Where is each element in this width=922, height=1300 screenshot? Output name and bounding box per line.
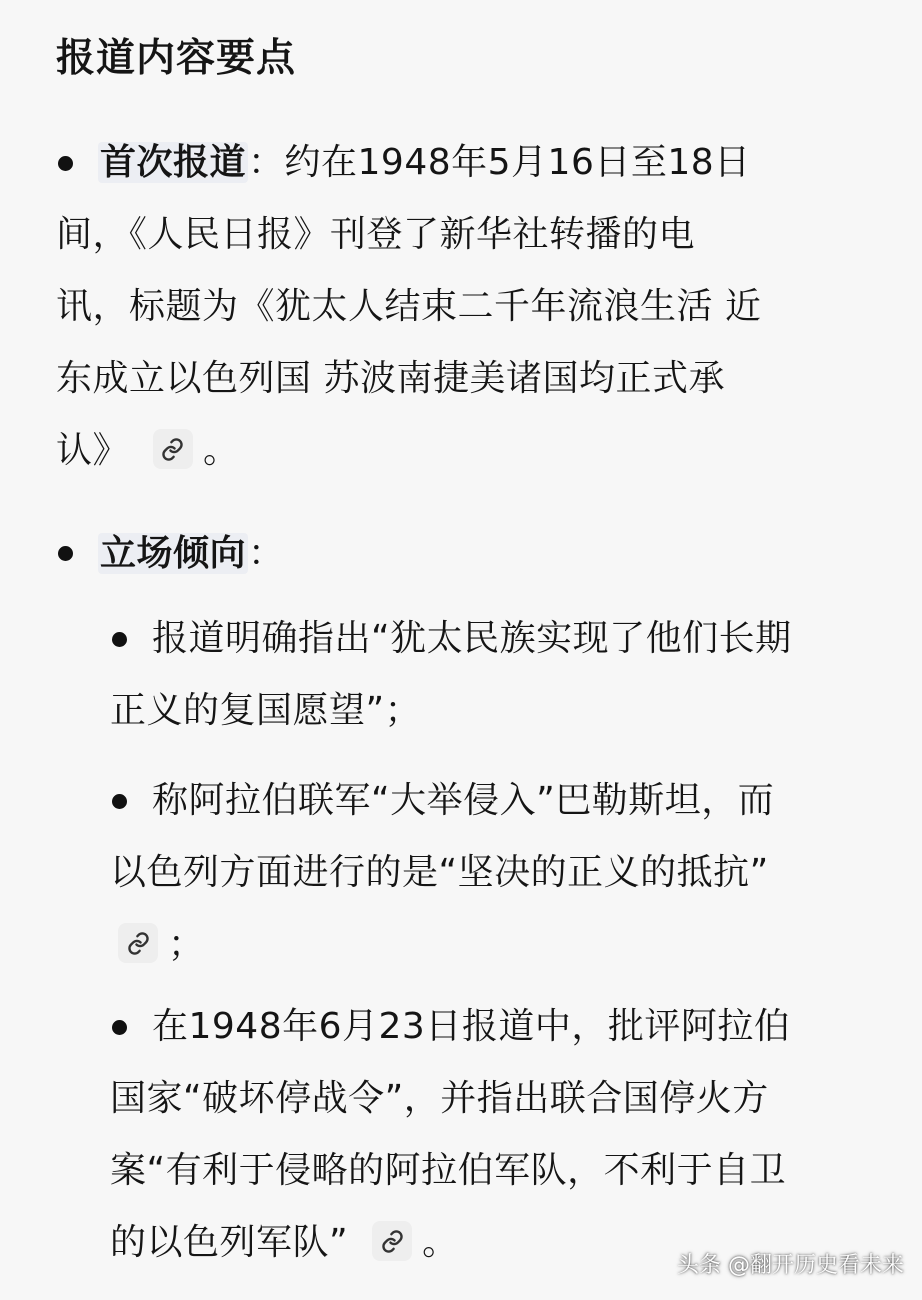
stance-item-3-line-4: 的以色列军队”: [110, 1222, 349, 1263]
source-link-button[interactable]: [118, 923, 158, 963]
page-title: 报道内容要点: [56, 36, 297, 81]
first-report-line-5: 认》: [56, 430, 130, 471]
link-icon: [126, 931, 151, 956]
stance-item-1-line-2: 正义的复国愿望”；: [110, 690, 422, 731]
stance-item-2-ending: ；: [168, 924, 205, 965]
first-report-label: 首次报道: [100, 142, 247, 183]
stance-item-3-ending: 。: [422, 1222, 459, 1263]
stance-item-2-line-1: 称阿拉伯联军“大举侵入”巴勒斯坦，而: [152, 780, 775, 821]
stance-item-1-line-1: 报道明确指出“犹太民族实现了他们长期: [152, 618, 792, 659]
stance-item-1: [110, 603, 900, 747]
source-link-button[interactable]: [372, 1221, 412, 1261]
first-report-line-3: 讯，标题为《犹太人结束二千年流浪生活 近: [56, 286, 762, 327]
stance-heading-block: [56, 518, 556, 590]
first-report-line-1: 约在1948年5月16日至18日: [284, 142, 751, 183]
stance-item-3-line-3: 案“有利于侵略的阿拉伯军队，不利于自卫: [110, 1150, 787, 1191]
stance-label: 立场倾向: [100, 533, 247, 574]
first-report-line-4: 东成立以色列国 苏波南捷美诸国均正式承: [56, 358, 725, 399]
stance-item-3-line-2: 国家“破坏停战令”，并指出联合国停火方: [110, 1078, 769, 1119]
stance-item-3: [110, 991, 900, 1279]
first-report-colon: ：: [248, 142, 285, 183]
first-report-line-2: 间，《人民日报》刊登了新华社转播的电: [56, 214, 696, 255]
stance-colon: ：: [248, 533, 285, 574]
stance-item-2-line-2: 以色列方面进行的是“坚决的正义的抵抗”: [110, 852, 769, 893]
link-icon: [380, 1229, 405, 1254]
source-link-button[interactable]: [153, 429, 193, 469]
stance-item-3-line-1: 在1948年6月23日报道中，批评阿拉伯: [152, 1006, 791, 1047]
watermark: 头条 @翻开历史看未来: [677, 1253, 904, 1278]
first-report-ending: 。: [202, 430, 240, 471]
first-report-block: [56, 127, 876, 487]
stance-item-2: [110, 765, 900, 981]
link-icon: [160, 437, 185, 462]
